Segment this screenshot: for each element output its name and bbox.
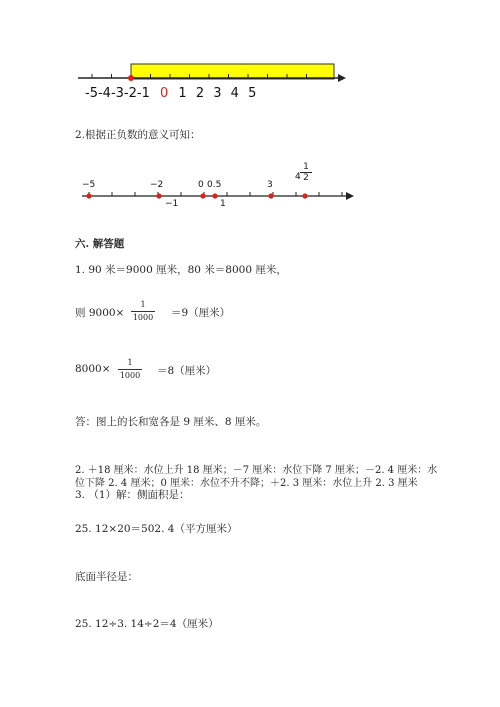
label-zero: 0 [159, 86, 169, 101]
label-4: 4 [230, 86, 239, 101]
nl2-label-1: 1 [220, 199, 226, 209]
label-2: 2 [195, 86, 205, 101]
answer3-line1: 3. （1）解：侧面积是： [75, 489, 190, 501]
answer2-line2: 位下降 2. 4 厘米；0 厘米：水位不升不降；＋2. 3 厘米：水位上升 2. 3 厘米 [75, 478, 418, 489]
answer1-line3-suffix: ＝8（厘米） [157, 365, 217, 377]
nl2-frac-den: 2 [303, 173, 309, 183]
nl2-label-0-5: 0.5 [207, 180, 222, 190]
axis-arrow [338, 74, 346, 82]
axis-arrow-2 [346, 192, 354, 200]
label-1: 1 [178, 86, 187, 101]
answer1-line3-prefix: 8000× [75, 363, 111, 375]
q2-header: 2.根据正负数的意义可知： [75, 129, 201, 141]
point-0 [200, 193, 205, 198]
label-neg1: -1 [136, 86, 150, 101]
nl2-frac-num: 1 [303, 162, 309, 172]
nl2-label-3: 3 [267, 180, 273, 190]
point-neg5 [86, 193, 91, 198]
nl2-label-neg1: −1 [165, 199, 179, 209]
label-neg4: -4 [97, 86, 111, 101]
answer3-line2: 25. 12×20＝502. 4（平方厘米） [75, 523, 238, 535]
fraction-numerator: 1 [127, 358, 133, 367]
point-3 [268, 193, 273, 198]
answer1-line1: 1. 90 米＝9000 厘米，80 米＝8000 厘米， [75, 264, 287, 276]
point-neg2 [156, 193, 161, 198]
label-3: 3 [213, 86, 222, 101]
nl2-fraction-half [300, 162, 312, 183]
answer3-line4: 25. 12÷3. 14÷2＝4（厘米） [75, 618, 219, 630]
number-line-1-labels [85, 86, 256, 101]
label-5: 5 [248, 86, 257, 101]
fraction-denominator: 1000 [119, 371, 141, 380]
answer3-line3: 底面半径是： [75, 571, 138, 583]
point-4-half [302, 193, 307, 198]
highlight-region [131, 64, 334, 79]
nl2-label-neg2: −2 [150, 180, 164, 190]
point-0-5 [212, 193, 217, 198]
label-neg5: -5 [85, 86, 98, 101]
answer2-line1: 2. ＋18 厘米：水位上升 18 厘米；－7 厘米：水位下降 7 厘米；－2. 4 厘米：水 [75, 465, 438, 476]
fraction-bar [118, 369, 142, 370]
answer1-conclusion: 答：图上的长和宽各是 9 厘米、8 厘米。 [75, 416, 267, 428]
nl2-label-4-whole: 4 [295, 172, 301, 182]
fraction-bar [131, 311, 155, 312]
fraction-numerator: 1 [140, 300, 146, 309]
label-neg3: -3 [110, 86, 124, 101]
fraction-denominator: 1000 [132, 313, 154, 322]
label-neg2: -2 [123, 86, 137, 101]
origin-point [128, 75, 134, 81]
section-title: 六. 解答题 [75, 238, 125, 250]
nl2-label-neg5: −5 [82, 180, 96, 190]
answer1-line2-suffix: ＝9（厘米） [171, 307, 231, 319]
fraction-1-over-1000-b [118, 358, 142, 381]
fraction-1-over-1000-a [131, 300, 155, 323]
nl2-label-0: 0 [198, 180, 204, 190]
answer1-line2-prefix: 则 9000× [75, 307, 125, 319]
